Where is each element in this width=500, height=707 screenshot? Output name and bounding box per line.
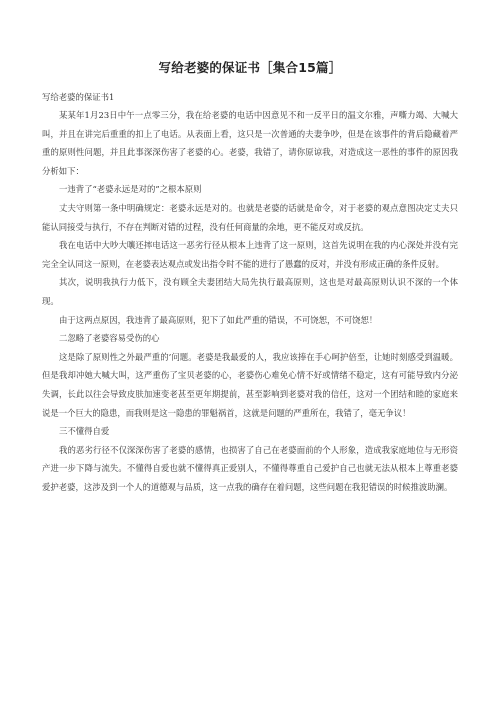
paragraph-intro: 某某年1月23日中午一点零三分，我在给老婆的电话中因意见不和一反平日的温文尔雅，声嘶力竭、大喊大叫，并且在讲完后重重的扣上了电话。从表面上看，这只是一次普通的夫妻争吵，但是在该事件的背后隐藏着严重的原则性问题，并且此事深深伤害了老婆的心。老婆，我错了，请你原谅我，对造成这一恶性的事件的原因我分析如下： bbox=[42, 110, 458, 176]
paragraph-conclusion-1: 由于这两点原因，我违背了最高原则，犯下了如此严重的错误，不可饶恕，不可饶恕！ bbox=[59, 314, 378, 325]
paragraph-analysis-1: 我在电话中大吵大嚷还摔电话这一恶劣行径从根本上违背了这一原则，这首先说明在我的内心深处并没有完完全全认同这一原则，在老婆表达观点或发出指令时不能的进行了愚蠢的反对，并没有形成正确的条件反射。 bbox=[42, 240, 458, 269]
paragraph-section-2: 这是除了原则性之外最严重的’问题。老婆是我最爱的人，我应该捧在手心呵护倍至，让她时刻感受到温暖。但是我却冲她大喊大叫，这严重伤了宝贝老婆的心，老婆伤心难免心情不好或情绪不稳定，这有可能导致内分泌失调，长此以往会导致皮肤加速变老甚至更年期提前，甚至影响到老婆对我的信任，这对一个团结和睦的家庭来说是一个巨大的隐患，而我则是这一隐患的罪魁祸首，这就是问题的严重所在，我错了，毫无争议！ bbox=[42, 351, 458, 418]
paragraph-analysis-2: 其次，说明我执行力低下，没有顾全夫妻团结大局先执行最高原则，这也是对最高原则认识不深的一个体现。 bbox=[42, 277, 458, 306]
section-heading-3: 三不懂得自爱 bbox=[59, 426, 110, 437]
section-heading-2: 二忽略了老婆容易受伤的心 bbox=[59, 333, 160, 344]
document-title: 写给老婆的保证书［集合15篇］ bbox=[158, 60, 342, 75]
document-subtitle: 写给老婆的保证书1 bbox=[42, 92, 115, 102]
section-heading-1: 一违背了“老婆永远是对的”之根本原则 bbox=[59, 184, 202, 195]
paragraph-section-3: 我的恶劣行径不仅深深伤害了老婆的感情，也损害了自己在老婆面前的个人形象，造成我家庭地位与无形资产进一步下降与流失。不懂得自爱也就不懂得真正爱别人，不懂得尊重自己爱护自己也就无法从根本上尊重老婆爱护老婆，这涉及到一个人的道德观与品质，这一点我的确存在着问题，这些问题在我犯错误的时候推波助澜。 bbox=[42, 444, 458, 492]
paragraph-rule: 丈夫守则第一条中明确规定：老婆永远是对的。也就是老婆的话就是命令，对于老婆的观点意图决定丈夫只能认同接受与执行，不存在判断对错的过程，没有任何商量的余地，更不能反对或反抗。 bbox=[42, 202, 458, 232]
